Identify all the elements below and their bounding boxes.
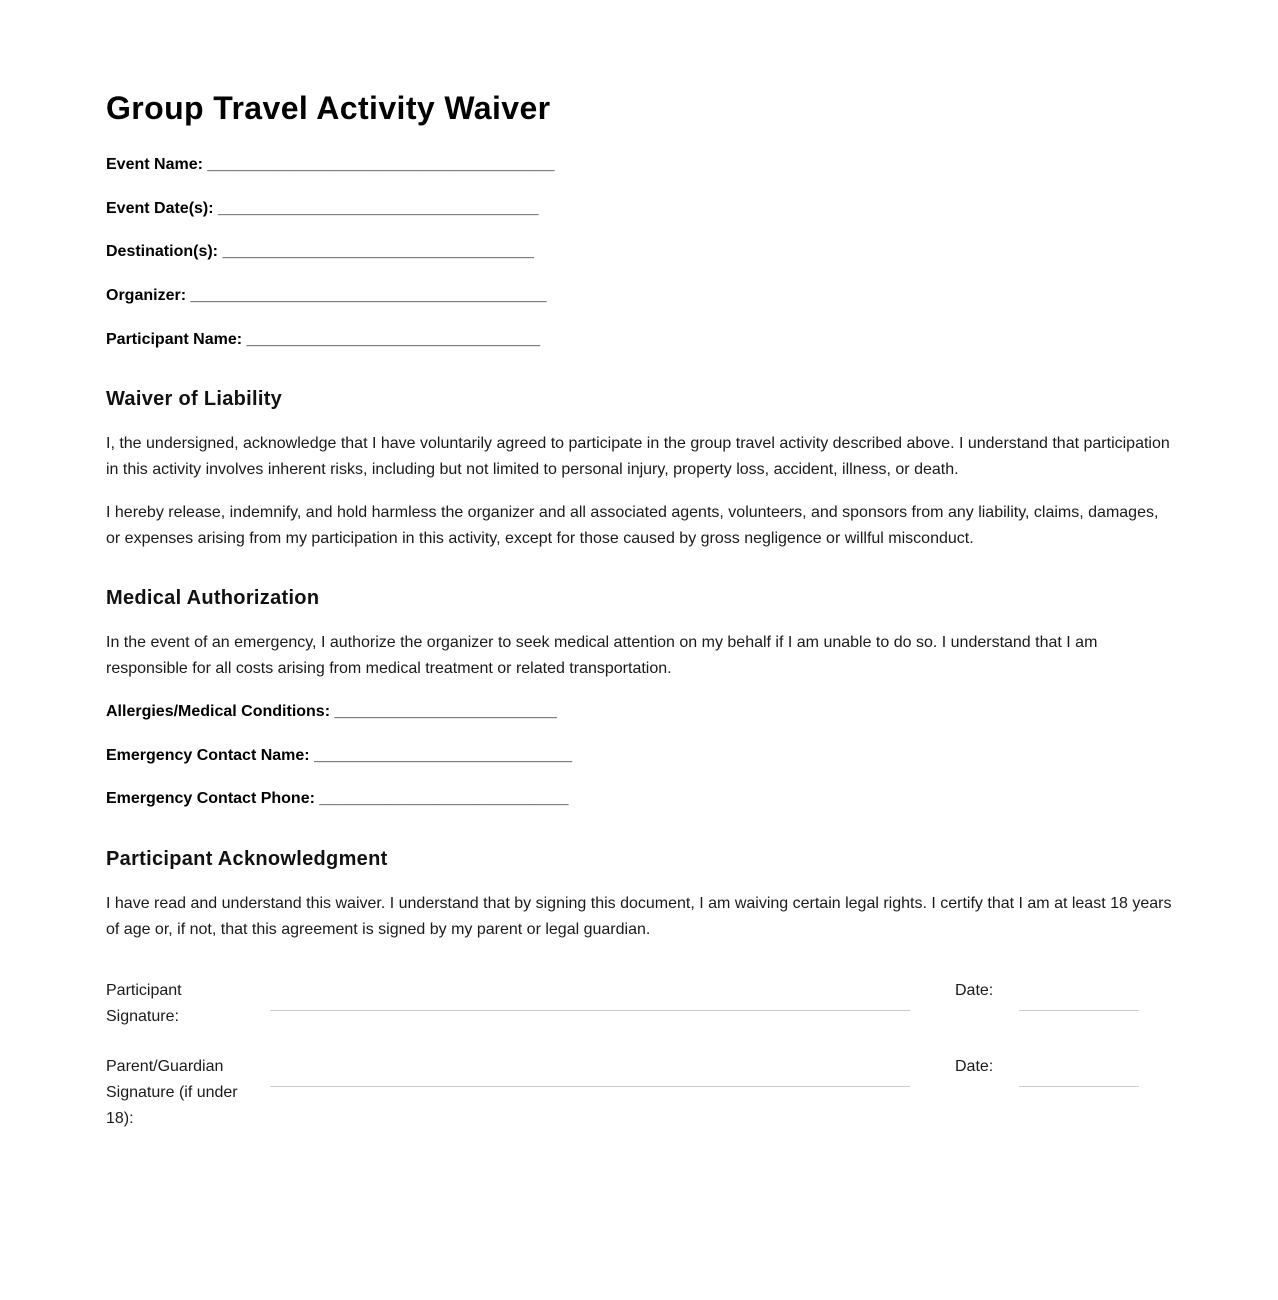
event-dates-blank[interactable]: ____________________________________ bbox=[218, 200, 539, 217]
document-title: Group Travel Activity Waiver bbox=[106, 90, 551, 126]
destinations-blank[interactable]: ___________________________________ bbox=[222, 243, 534, 260]
participant-name-label: Participant Name: bbox=[106, 331, 243, 348]
event-dates-label: Event Date(s): bbox=[106, 200, 214, 217]
destinations-label: Destination(s): bbox=[106, 243, 218, 260]
emergency-contact-phone-label: Emergency Contact Phone: bbox=[106, 790, 315, 807]
medical-paragraph: In the event of an emergency, I authorize the organizer to seek medical attention on my behalf if I am unable to do so. I understand that I am responsible for all costs arising from medical treatment or related transportation. bbox=[106, 634, 1098, 677]
participant-signature-label: Participant Signature: bbox=[106, 982, 182, 1025]
emergency-contact-name-blank[interactable]: _____________________________ bbox=[314, 747, 573, 764]
waiver-of-liability-heading: Waiver of Liability bbox=[106, 388, 283, 410]
emergency-contact-name-label: Emergency Contact Name: bbox=[106, 747, 310, 764]
guardian-date-label: Date: bbox=[955, 1058, 994, 1075]
event-dates-field bbox=[106, 196, 538, 222]
event-name-label: Event Name: bbox=[106, 156, 203, 173]
participant-acknowledgment-heading: Participant Acknowledgment bbox=[106, 848, 388, 870]
medical-authorization-heading: Medical Authorization bbox=[106, 587, 320, 609]
waiver-paragraph-1: I, the undersigned, acknowledge that I have voluntarily agreed to participate in the group travel activity described above. I understand that participation in this activity involves inherent risks, including but not limited to personal injury, property loss, accident, illness, or death. bbox=[106, 435, 1170, 478]
participant-name-blank[interactable]: _________________________________ bbox=[246, 331, 541, 348]
organizer-label: Organizer: bbox=[106, 287, 187, 304]
emergency-contact-name-field bbox=[106, 743, 572, 769]
acknowledgment-paragraph: I have read and understand this waiver. I understand that by signing this document, I am waiving certain legal rights. I certify that I am at least 18 years of age or, if not, that this agreement is signed by my parent or legal guardian. bbox=[106, 895, 1172, 938]
allergies-field bbox=[106, 699, 557, 725]
organizer-blank[interactable]: ________________________________________ bbox=[190, 287, 547, 304]
destinations-field bbox=[106, 239, 534, 265]
guardian-signature-label: Parent/Guardian Signature (if under 18): bbox=[106, 1058, 238, 1127]
event-name-blank[interactable]: _______________________________________ bbox=[207, 156, 555, 173]
participant-signature-line[interactable] bbox=[270, 1010, 910, 1011]
participant-date-line[interactable] bbox=[1019, 1010, 1139, 1011]
allergies-blank[interactable]: _________________________ bbox=[334, 703, 557, 720]
guardian-date-line[interactable] bbox=[1019, 1086, 1139, 1087]
waiver-paragraph-2: I hereby release, indemnify, and hold harmless the organizer and all associated agents, volunteers, and sponsors from any liability, claims, damages, or expenses arising from my participation in this activity, except for those caused by gross negligence or willful misconduct. bbox=[106, 504, 1159, 547]
event-name-field bbox=[106, 152, 554, 178]
participant-date-label: Date: bbox=[955, 982, 994, 999]
organizer-field bbox=[106, 283, 546, 309]
guardian-signature-line[interactable] bbox=[270, 1086, 910, 1087]
participant-name-field bbox=[106, 327, 540, 353]
guardian-signature-row bbox=[106, 1054, 1174, 1134]
emergency-contact-phone-field bbox=[106, 786, 569, 812]
allergies-label: Allergies/Medical Conditions: bbox=[106, 703, 331, 720]
emergency-contact-phone-blank[interactable]: ____________________________ bbox=[319, 790, 569, 807]
participant-signature-row bbox=[106, 978, 1174, 1058]
